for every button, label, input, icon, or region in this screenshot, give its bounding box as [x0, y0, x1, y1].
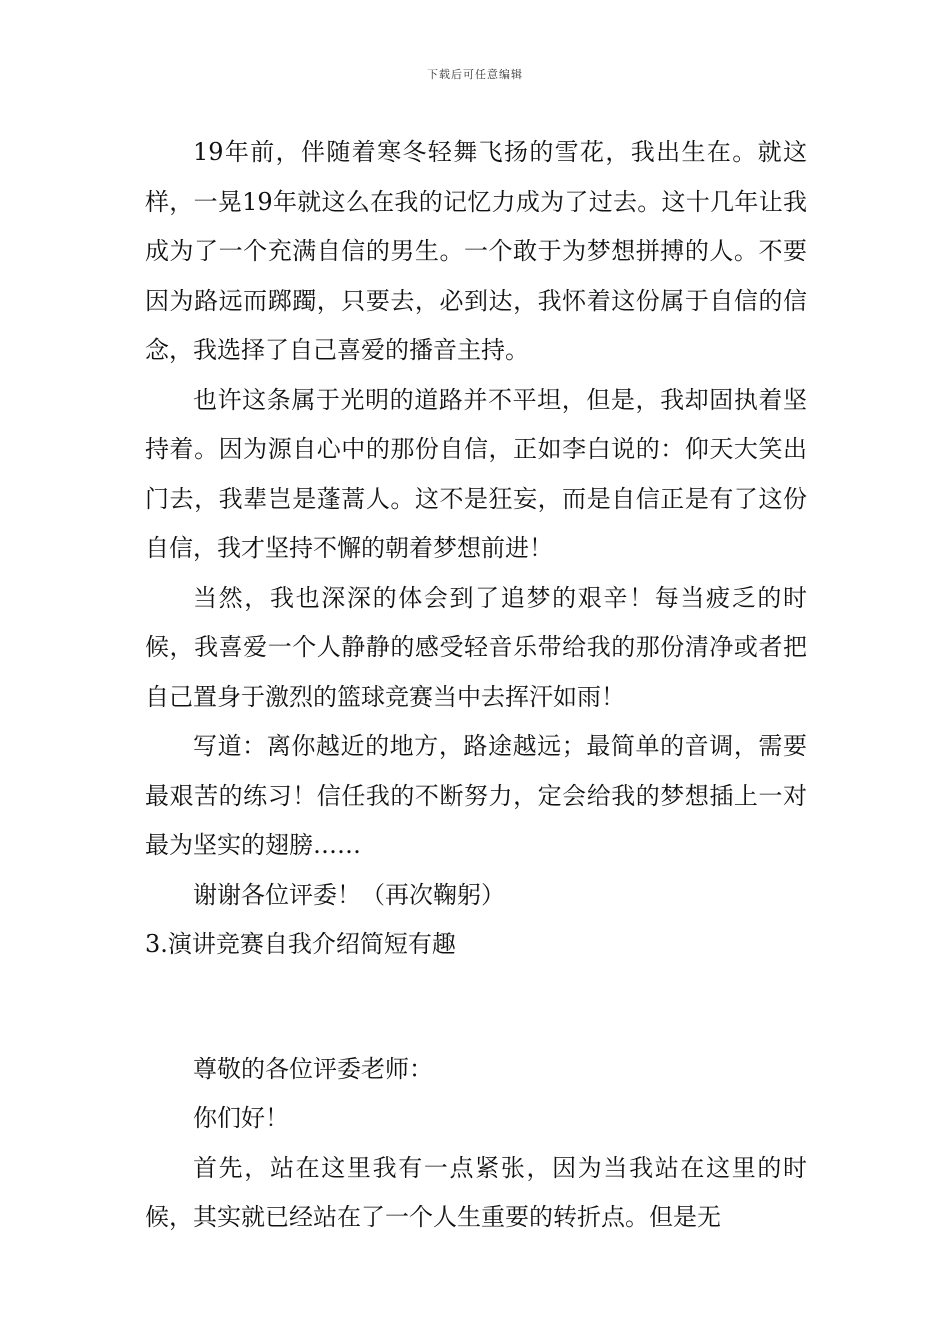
paragraph: 谢谢各位评委！（再次鞠躬） — [193, 880, 505, 909]
paragraph: 也许这条属于光明的道路并不平坦，但是，我却固执着坚持着。因为源自心中的那份自信，正如李白说的：仰天大笑出门去，我辈岂是蓬蒿人。这不是狂妄，而是自信正是有了这份自信，我才坚持不懈的朝着梦想前进！ — [145, 385, 807, 562]
paragraph: 尊敬的各位评委老师： — [193, 1054, 433, 1083]
document-body — [145, 128, 807, 1243]
paragraph: 首先，站在这里我有一点紧张，因为当我站在这里的时候，其实就已经站在了一个人生重要的转折点。但是无 — [145, 1153, 807, 1231]
blank-gap — [145, 970, 807, 1045]
header-note: 下载后可任意编辑 — [427, 68, 523, 81]
paragraph: 19年前，伴随着寒冬轻舞飞扬的雪花，我出生在。就这样，一晃19年就这么在我的记忆力成为了过去。这十几年让我成为了一个充满自信的男生。一个敢于为梦想拼搏的人。不要因为路远而踯躅，只要去，必到达，我怀着这份属于自信的信念，我选择了自己喜爱的播音主持。 — [145, 138, 807, 364]
paragraph: 写道：离你越近的地方，路途越远；最简单的音调，需要最艰苦的练习！信任我的不断努力，定会给我的梦想插上一对最为坚实的翅膀…… — [145, 732, 807, 859]
paragraph: 当然，我也深深的体会到了追梦的艰辛！每当疲乏的时候，我喜爱一个人静静的感受轻音乐带给我的那份清净或者把自己置身于激烈的篮球竞赛当中去挥汗如雨！ — [145, 583, 807, 711]
section-heading: 3.演讲竞赛自我介绍简短有趣 — [145, 930, 456, 958]
paragraph: 你们好！ — [193, 1104, 289, 1132]
